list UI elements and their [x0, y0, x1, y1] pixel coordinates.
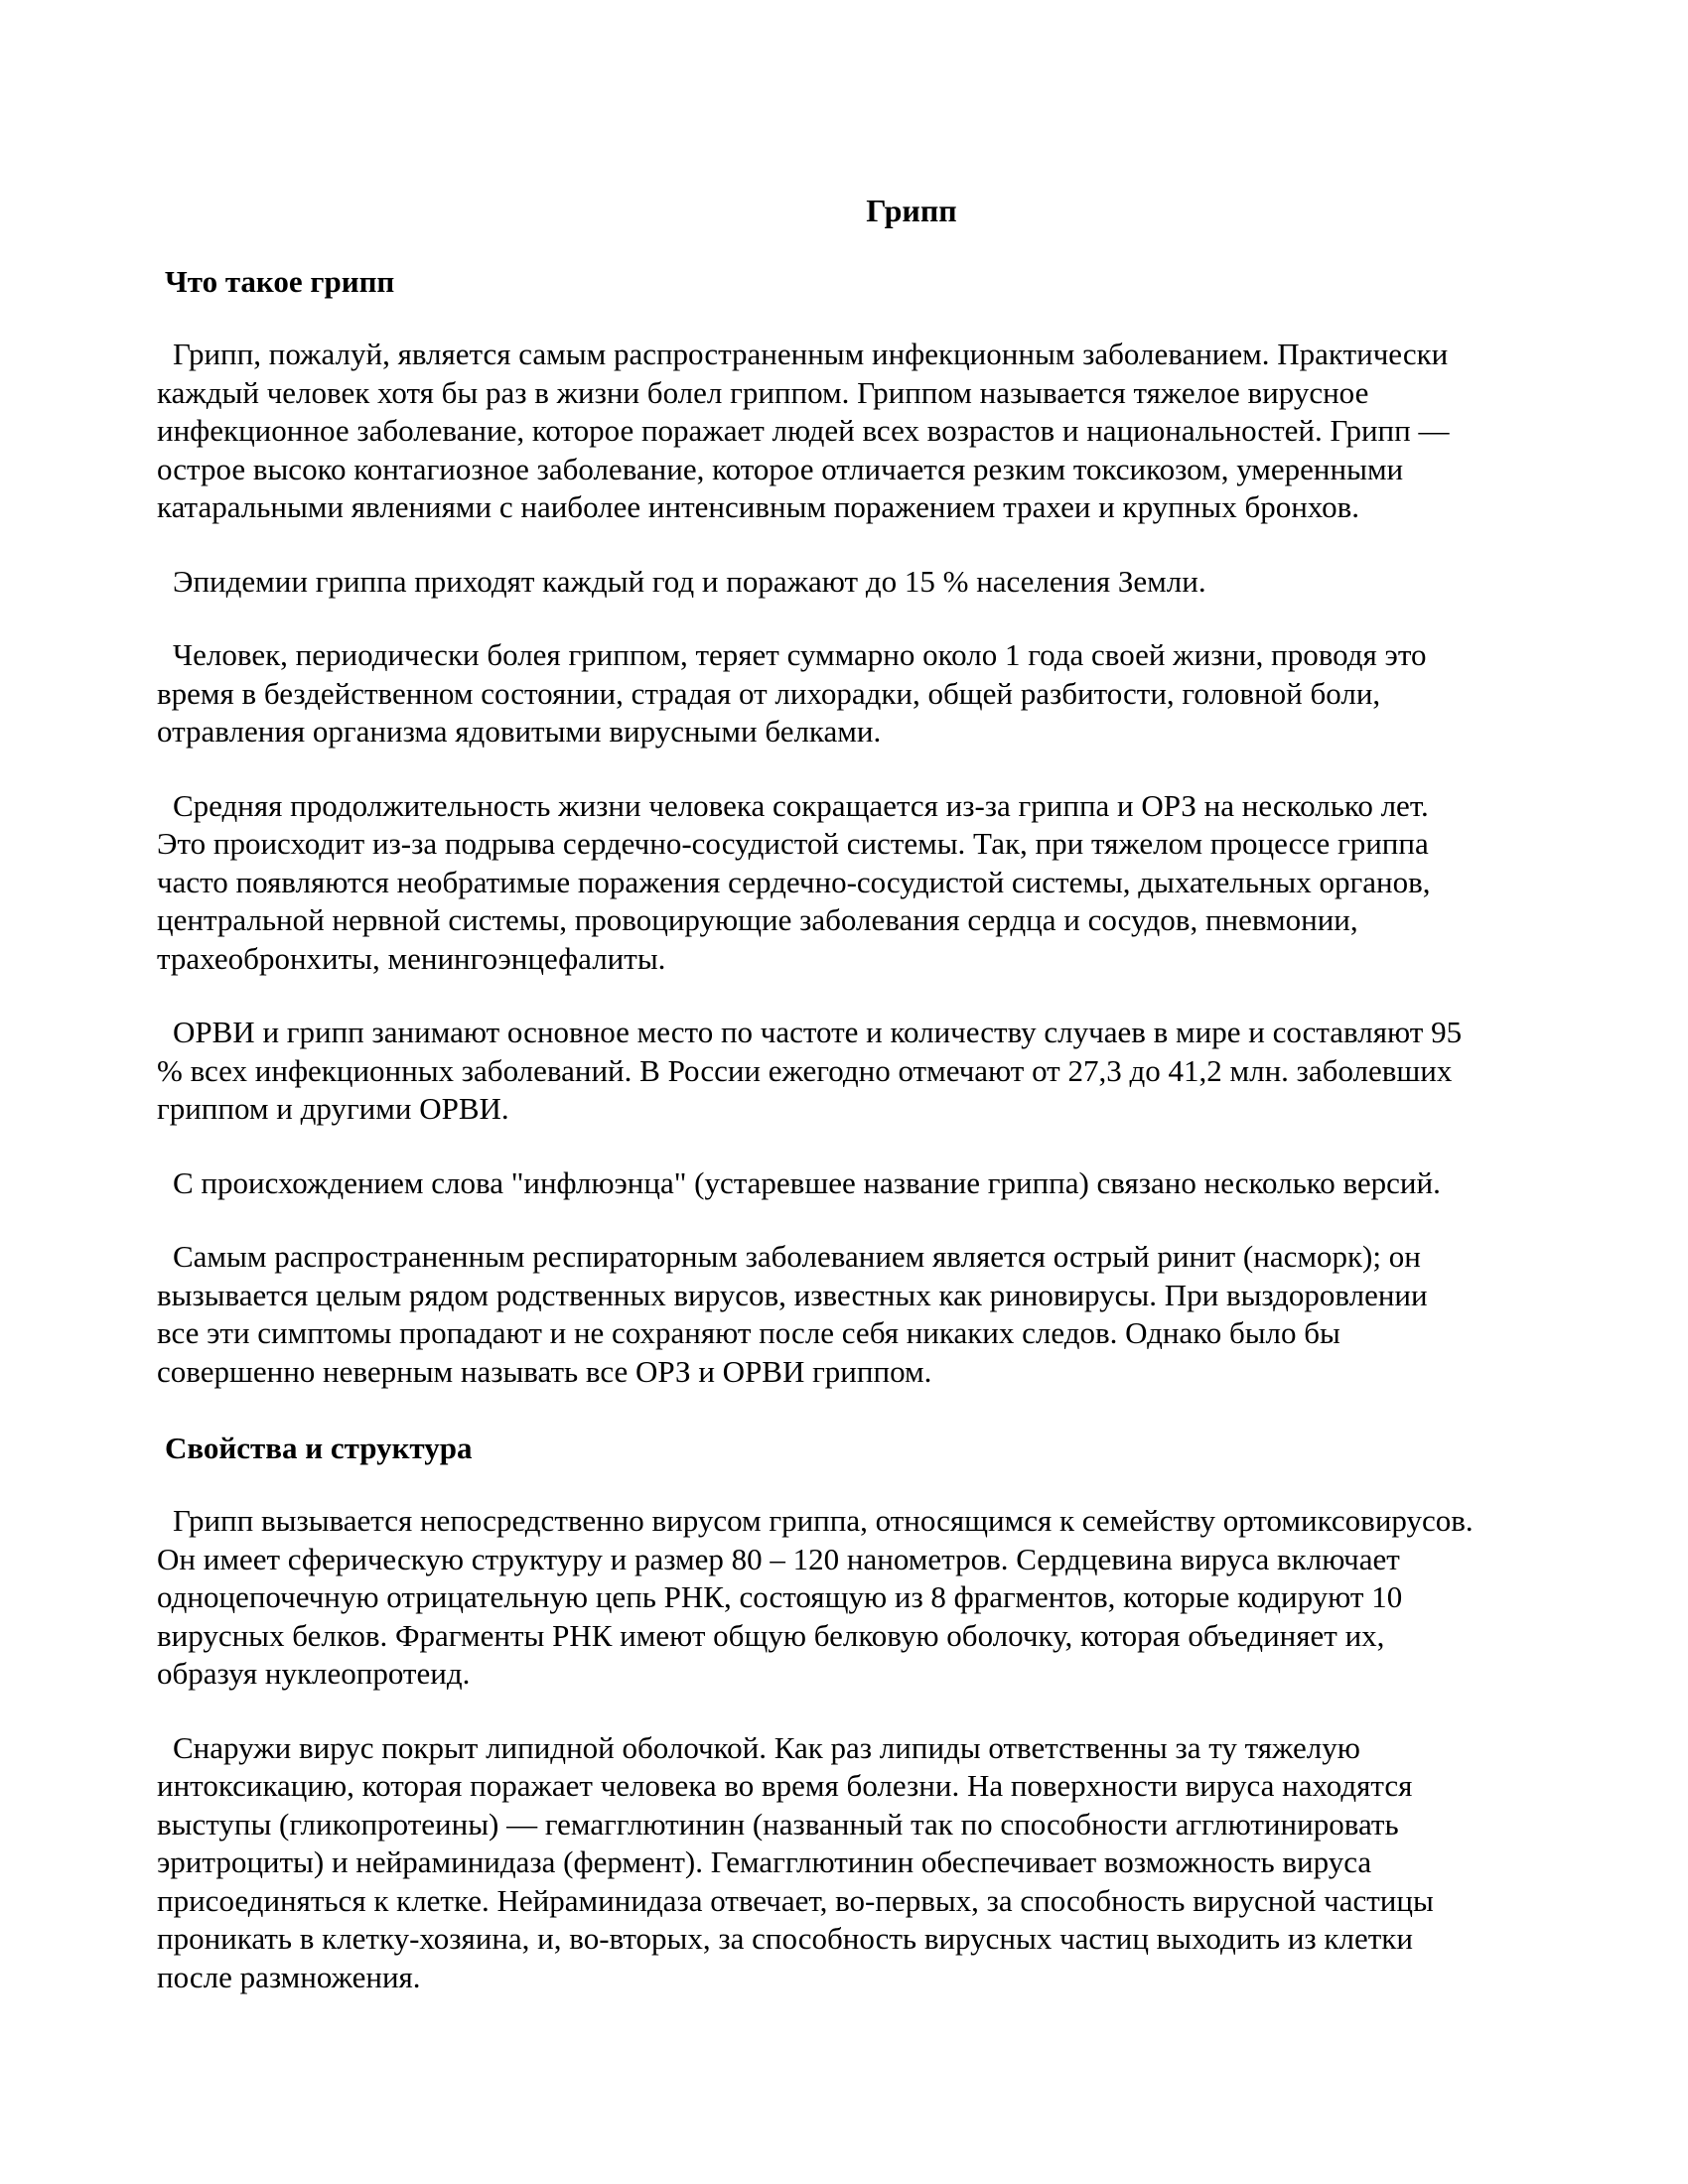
text-line: гриппом и другими ОРВИ. [157, 1091, 509, 1126]
paragraph [157, 1014, 1587, 1129]
paragraph [157, 563, 1587, 602]
text-line: время в бездейственном состоянии, страдая от лихорадки, общей разбитости, головной боли, [157, 675, 1381, 711]
paragraph [157, 1238, 1587, 1391]
paragraph [157, 1502, 1587, 1694]
text-line: часто появляются необратимые поражения сердечно-сосудистой системы, дыхательных органов, [157, 864, 1431, 899]
text-line: Средняя продолжительность жизни человека сокращается из-за гриппа и ОРЗ на несколько лет. [173, 787, 1429, 823]
text-line: % всех инфекционных заболеваний. В России ежегодно отмечают от 27,3 до 41,2 млн. заболевших [157, 1052, 1453, 1088]
text-line: отравления организма ядовитыми вирусными белками. [157, 714, 882, 749]
document-page [157, 189, 1587, 2032]
text-line: Это происходит из-за подрыва сердечно-сосудистой системы. Так, при тяжелом процессе гриппа [157, 826, 1429, 861]
text-line: трахеобронхиты, менингоэнцефалиты. [157, 940, 666, 976]
text-line: присоединяться к клетке. Нейраминидаза отвечает, во-первых, за способность вирусной частицы [157, 1882, 1434, 1918]
section-heading: Свойства и структура [165, 1431, 473, 1465]
text-line: совершенно неверным называть все ОРЗ и ОРВИ гриппом. [157, 1353, 932, 1389]
text-line: Человек, периодически болея гриппом, теряет суммарно около 1 года своей жизни, проводя это [173, 637, 1427, 672]
text-line: катаральными явлениями с наиболее интенсивным поражением трахеи и крупных бронхов. [157, 489, 1360, 524]
text-line: инфекционное заболевание, которое поражает людей всех возрастов и национальностей. Грипп — [157, 413, 1450, 448]
text-line: проникать в клетку-хозяина, и, во-вторых, за способность вирусных частиц выходить из клетки [157, 1921, 1413, 1956]
text-line: все эти симптомы пропадают и не сохраняют после себя никаких следов. Однако было бы [157, 1315, 1340, 1350]
text-line: Самым распространенным респираторным заболеванием является острый ринит (насморк); он [173, 1239, 1421, 1274]
text-line: вирусных белков. Фрагменты РНК имеют общую белковую оболочку, которая объединяет их, [157, 1617, 1385, 1653]
text-line: эритроциты) и нейраминидаза (фермент). Гемагглютинин обеспечивает возможность вируса [157, 1844, 1372, 1879]
text-line: одноцепочечную отрицательную цепь РНК, состоящую из 8 фрагментов, которые кодируют 10 [157, 1579, 1403, 1614]
text-line: образуя нуклеопротеид. [157, 1656, 471, 1691]
text-line: вызывается целым рядом родственных вирусов, известных как риновирусы. При выздоровлении [157, 1277, 1428, 1312]
text-line: выступы (гликопротеины) — гемагглютинин (названный так по способности агглютинировать [157, 1806, 1399, 1842]
text-line: Грипп вызывается непосредственно вирусом гриппа, относящимся к семейству ортомиксовирусов. [173, 1503, 1474, 1538]
text-line: ОРВИ и грипп занимают основное место по частоте и количеству случаев в мире и составляют 95 [173, 1015, 1463, 1049]
text-line: каждый человек хотя бы раз в жизни болел гриппом. Гриппом называется тяжелое вирусное [157, 374, 1369, 410]
text-line: Грипп, пожалуй, является самым распространенным инфекционным заболеванием. Практически [173, 337, 1449, 371]
paragraph [157, 787, 1587, 979]
paragraph [157, 636, 1587, 751]
paragraph [157, 336, 1587, 527]
paragraph [157, 1729, 1587, 1997]
text-line: после размножения. [157, 1959, 421, 1994]
text-line: С происхождением слова "инфлюэнца" (устаревшее название гриппа) связано несколько версий. [173, 1164, 1441, 1200]
text-line: интоксикацию, которая поражает человека во время болезни. На поверхности вируса находятся [157, 1768, 1413, 1803]
text-line: острое высоко контагиозное заболевание, которое отличается резким токсикозом, умеренными [157, 451, 1404, 486]
text-line: Снаружи вирус покрыт липидной оболочкой. Как раз липиды ответственны за ту тяжелую [173, 1729, 1360, 1765]
text-line: Он имеет сферическую структуру и размер 80 – 120 нанометров. Сердцевина вируса включает [157, 1541, 1400, 1576]
text-line: центральной нервной системы, провоцирующие заболевания сердца и сосудов, пневмонии, [157, 902, 1358, 937]
section-heading: Что такое грипп [165, 264, 395, 299]
document-title: Грипп [866, 193, 957, 228]
paragraph [157, 1164, 1587, 1203]
text-line: Эпидемии гриппа приходят каждый год и поражают до 15 % населения Земли. [173, 563, 1206, 599]
